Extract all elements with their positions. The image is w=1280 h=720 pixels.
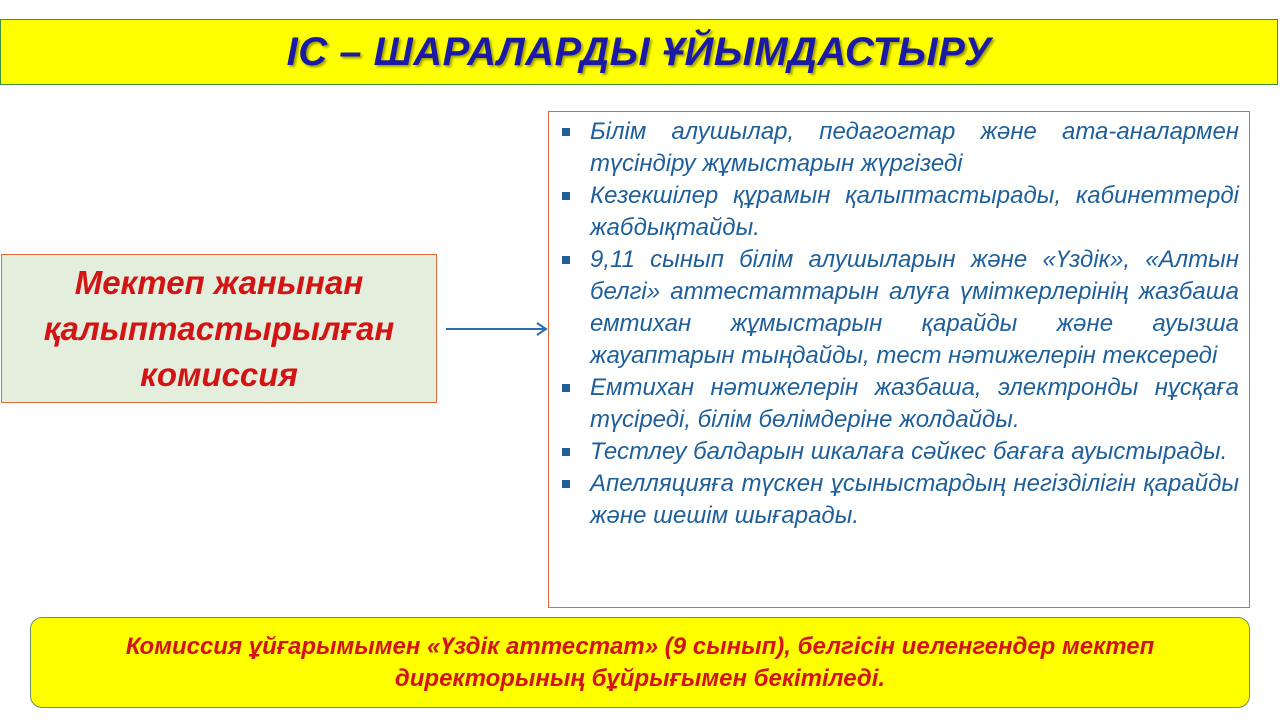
- duty-text: Емтихан нәтижелерін жазбаша, электронды нұсқаға түсіреді, білім бөлімдеріне жолдайды.: [590, 374, 1239, 433]
- commission-box: [1, 254, 437, 403]
- right-arrow-icon: [446, 318, 552, 340]
- approval-note-box: [30, 617, 1250, 708]
- duty-text: 9,11 сынып білім алушыларын және «Үздік», «Алтын белгі» аттестаттарын алуға үміткерлерінің жазбаша емтихан жұмыстарын қарайды және ауызша жауаптарын тыңдайды, тест нәтижелерін тексереді: [590, 246, 1239, 369]
- duty-item: [561, 116, 1239, 180]
- duty-item: [561, 468, 1239, 532]
- square-bullet-icon: [562, 384, 570, 392]
- square-bullet-icon: [562, 448, 570, 456]
- duty-text: Білім алушылар, педагогтар және ата-аналармен түсіндіру жұмыстарын жүргізеді: [590, 118, 1239, 177]
- square-bullet-icon: [562, 480, 570, 488]
- square-bullet-icon: [562, 192, 570, 200]
- duty-text: Тестлеу балдарын шкалаға сәйкес бағаға ауыстырады.: [590, 438, 1228, 465]
- duty-text: Кезекшілер құрамын қалыптастырады, кабинеттерді жабдықтайды.: [590, 182, 1239, 241]
- approval-note: Комиссия ұйғарымымен «Үздік аттестат» (9 сынып), белгісін иеленгендер мектеп директорының бұйрығымен бекітіледі.: [125, 632, 1155, 692]
- slide-title: ІС – ШАРАЛАРДЫ ҰЙЫМДАСТЫРУ: [286, 29, 992, 74]
- duties-list: [561, 116, 1239, 532]
- duty-text: Апелляцияға түскен ұсыныстардың негізділігін қарайды және шешім шығарады.: [590, 470, 1239, 529]
- duty-item: [561, 244, 1239, 372]
- duty-item: [561, 436, 1239, 468]
- square-bullet-icon: [562, 128, 570, 136]
- commission-label: Мектеп жанынан қалыптастырылған комиссия: [43, 263, 395, 393]
- duties-box: [548, 111, 1250, 608]
- title-banner: [0, 19, 1278, 85]
- duty-item: [561, 372, 1239, 436]
- square-bullet-icon: [562, 256, 570, 264]
- duty-item: [561, 180, 1239, 244]
